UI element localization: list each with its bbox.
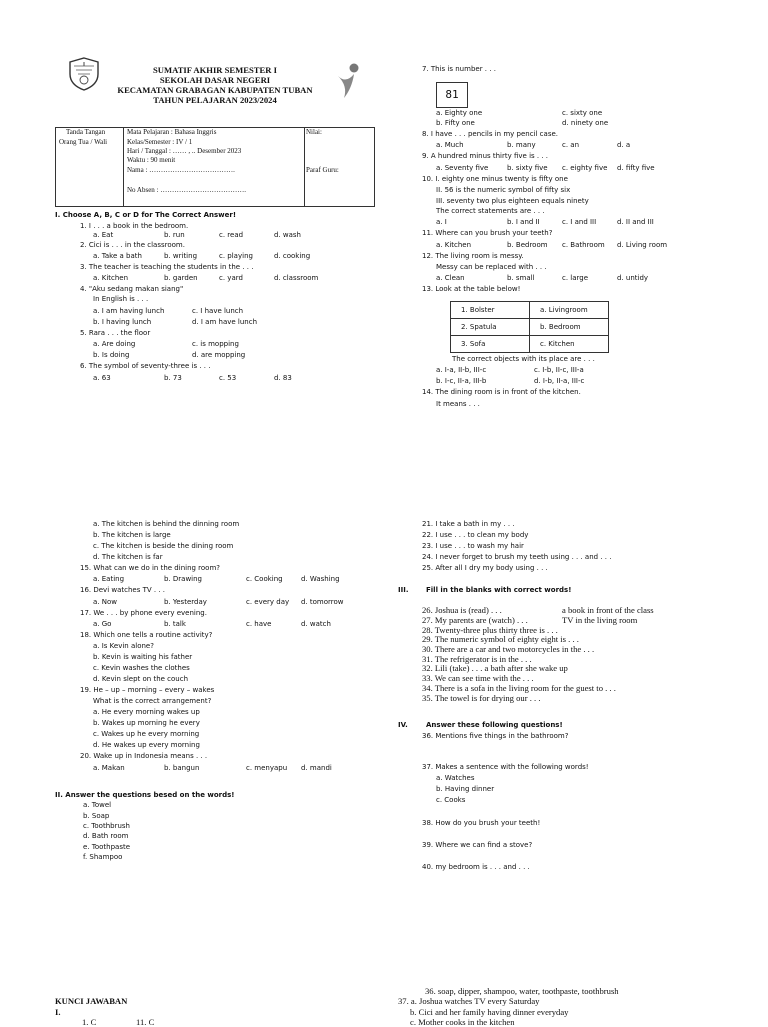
option: c. every day xyxy=(246,598,290,606)
question-1: 1. I . . . a book in the bedroom. xyxy=(80,222,189,230)
question-4: 4. "Aku sedang makan siang" xyxy=(80,285,184,293)
option: d. untidy xyxy=(617,274,649,282)
option: b. 73 xyxy=(164,374,182,382)
option: a. Eat xyxy=(93,231,114,239)
option: b. sixty five xyxy=(507,164,548,172)
option: d. a xyxy=(617,141,631,149)
option: d. He wakes up every morning xyxy=(93,741,200,749)
question-27: 27. My parents are (watch) . . . xyxy=(422,615,528,625)
option: c. Kevin washes the clothes xyxy=(93,664,190,672)
question-7: 7. This is number . . . xyxy=(422,65,496,73)
option: a. I-a, II-b, III-c xyxy=(436,366,487,374)
question-19-sub: What is the correct arrangement? xyxy=(93,697,212,705)
question-11: 11. Where can you brush your teeth? xyxy=(422,229,553,237)
option: c. Bathroom xyxy=(562,241,605,249)
word-item: b. Having dinner xyxy=(436,785,495,793)
option: d. I-b, II-a, III-c xyxy=(534,377,585,385)
header-line-3: KECAMATAN GRABAGAN KABUPATEN TUBAN xyxy=(117,85,313,95)
option: d. wash xyxy=(274,231,301,239)
option: d. Kevin slept on the couch xyxy=(93,675,189,683)
word-item: c. Toothbrush xyxy=(83,822,130,830)
option: b. Is doing xyxy=(93,351,130,359)
option: a. Is Kevin alone? xyxy=(93,642,154,650)
question-14-sub: It means . . . xyxy=(436,400,480,408)
word-item: a. Watches xyxy=(436,774,475,782)
option: b. Drawing xyxy=(164,575,203,583)
option: d. are mopping xyxy=(192,351,246,359)
option: c. read xyxy=(219,231,244,239)
absence-number-field: No Absen : ………………………………. xyxy=(127,186,246,194)
tut-wuri-logo-icon xyxy=(334,62,362,100)
question-26: 26. Joshua is (read) . . . xyxy=(422,605,502,615)
option: b. many xyxy=(507,141,536,149)
option: d. I am have lunch xyxy=(192,318,258,326)
option: a. Clean xyxy=(436,274,465,282)
option: a. Eighty one xyxy=(436,109,483,117)
question-12-sub: Messy can be replaced with . . . xyxy=(436,263,547,271)
answer-1: 1. C xyxy=(82,1017,97,1027)
option: a. Eating xyxy=(93,575,125,583)
option: b. talk xyxy=(164,620,186,628)
word-item: b. Soap xyxy=(83,812,110,820)
question-36: 36. Mentions five things in the bathroom? xyxy=(422,732,569,740)
option: d. cooking xyxy=(274,252,311,260)
word-item: c. Cooks xyxy=(436,796,466,804)
answer-37b: b. Cici and her family having dinner everyday xyxy=(410,1007,569,1017)
answer-11: 11. C xyxy=(136,1017,155,1027)
option: d. watch xyxy=(301,620,331,628)
table-cell: b. Bedroom xyxy=(530,319,609,336)
name-field: Nama : ………………………………. xyxy=(127,166,235,174)
question-33: 33. We can see time with the . . . xyxy=(422,673,534,683)
word-item: f. Shampoo xyxy=(83,853,123,861)
word-item: a. Towel xyxy=(83,801,112,809)
table-cell: 2. Spatula xyxy=(451,319,530,336)
option: c. an xyxy=(562,141,580,149)
question-35: 35. The towel is for drying our . . . xyxy=(422,693,541,703)
question-29: 29. The numeric symbol of eighty eight is . . . xyxy=(422,634,579,644)
question-37: 37. Makes a sentence with the following words! xyxy=(422,763,589,771)
word-item: e. Toothpaste xyxy=(83,843,131,851)
option: c. Cooking xyxy=(246,575,283,583)
question-17: 17. We . . . by phone every evening. xyxy=(80,609,207,617)
option: b. small xyxy=(507,274,535,282)
table-cell: c. Kitchen xyxy=(530,336,609,353)
option: a. Kitchen xyxy=(93,274,129,282)
option: c. large xyxy=(562,274,589,282)
question-22: 22. I use . . . to clean my body xyxy=(422,531,529,539)
section-4-number: IV. xyxy=(398,721,408,729)
option: c. menyapu xyxy=(246,764,288,772)
option: a. I am having lunch xyxy=(93,307,165,315)
option: b. Fifty one xyxy=(436,119,475,127)
option: c. eighty five xyxy=(562,164,608,172)
option: d. tomorrow xyxy=(301,598,344,606)
question-28: 28. Twenty-three plus thirty three is . . . xyxy=(422,625,558,635)
option: b. I-c, II-a, III-b xyxy=(436,377,487,385)
question-23: 23. I use . . . to wash my hair xyxy=(422,542,524,550)
header-line-4: TAHUN PELAJARAN 2023/2024 xyxy=(153,95,277,105)
option: a. Go xyxy=(93,620,112,628)
header-line-1: SUMATIF AKHIR SEMESTER I xyxy=(153,65,277,75)
option: a. He every morning wakes up xyxy=(93,708,200,716)
option: c. Wakes up he every morning xyxy=(93,730,200,738)
option: d. ninety one xyxy=(562,119,609,127)
option: b. I and II xyxy=(507,218,540,226)
option: d. II and III xyxy=(617,218,654,226)
date-field: Hari / Tanggal : …… , .. Desember 2023 xyxy=(127,147,242,155)
option: c. sixty one xyxy=(562,109,603,117)
school-emblem-icon xyxy=(66,56,102,92)
question-8: 8. I have . . . pencils in my pencil case. xyxy=(422,130,559,138)
section-2-title: II. Answer the questions besed on the words! xyxy=(55,791,235,799)
question-38: 38. How do you brush your teeth! xyxy=(422,819,541,827)
score-label: Nilai: xyxy=(306,128,322,136)
option: d. Living room xyxy=(617,241,668,249)
time-field: Waktu : 90 menit xyxy=(127,156,176,164)
option: b. run xyxy=(164,231,185,239)
question-20: 20. Wake up in Indonesia means . . . xyxy=(80,752,208,760)
option: c. I have lunch xyxy=(192,307,244,315)
option: a. Kitchen xyxy=(436,241,472,249)
question-19: 19. He – up – morning – every – wakes xyxy=(80,686,215,694)
option: c. playing xyxy=(219,252,253,260)
question-31: 31. The refrigerator is in the . . . xyxy=(422,654,532,664)
question-21: 21. I take a bath in my . . . xyxy=(422,520,515,528)
option: b. Yesterday xyxy=(164,598,207,606)
option: a. Much xyxy=(436,141,464,149)
word-item: d. Bath room xyxy=(83,832,129,840)
question-2: 2. Cici is . . . in the classroom. xyxy=(80,241,185,249)
option: a. Seventy five xyxy=(436,164,489,172)
section-4-title: Answer these following questions! xyxy=(426,721,563,729)
question-15: 15. What can we do in the dining room? xyxy=(80,564,220,572)
option: b. writing xyxy=(164,252,198,260)
option: d. 83 xyxy=(274,374,292,382)
option: c. have xyxy=(246,620,272,628)
question-18: 18. Which one tells a routine activity? xyxy=(80,631,213,639)
class-field: Kelas/Semester : IV / 1 xyxy=(127,138,193,146)
question-24: 24. I never forget to brush my teeth using . . . and . . . xyxy=(422,553,612,561)
option: c. I and III xyxy=(562,218,597,226)
option: a. Are doing xyxy=(93,340,136,348)
option: c. I-b, II-c, III-a xyxy=(534,366,584,374)
answer-37c: c. Mother cooks in the kitchen xyxy=(410,1017,515,1027)
statement: III. seventy two plus eighteen equals ninety xyxy=(436,197,589,205)
question-26-tail: a book in front of the class xyxy=(562,605,654,615)
option: b. Wakes up morning he every xyxy=(93,719,200,727)
table-cell: 1. Bolster xyxy=(451,302,530,319)
parent-signature-label-2: Orang Tua / Wali xyxy=(59,138,108,146)
answer-37a: 37. a. Joshua watches TV every Saturday xyxy=(398,996,540,1006)
question-12: 12. The living room is messy. xyxy=(422,252,524,260)
option: a. The kitchen is behind the dinning room xyxy=(93,520,240,528)
section-1-title: I. Choose A, B, C or D for The Correct Answer! xyxy=(55,211,237,219)
parent-signature-label: Tanda Tangan xyxy=(66,128,106,136)
option: b. The kitchen is large xyxy=(93,531,171,539)
option: a. 63 xyxy=(93,374,111,382)
option: c. 53 xyxy=(219,374,237,382)
question-30: 30. There are a car and two motorcycles in the . . . xyxy=(422,644,595,654)
option: a. I xyxy=(436,218,447,226)
table-cell: 3. Sofa xyxy=(451,336,530,353)
question-9: 9. A hundred minus thirty five is . . . xyxy=(422,152,549,160)
question-13-sub: The correct objects with its place are . . . xyxy=(452,355,595,363)
option: d. Washing xyxy=(301,575,340,583)
option: d. classroom xyxy=(274,274,319,282)
option: b. I having lunch xyxy=(93,318,152,326)
option: b. garden xyxy=(164,274,198,282)
question-27-tail: TV in the living room xyxy=(562,615,638,625)
question-32: 32. Lili (take) . . . a bath after she wake up xyxy=(422,663,568,673)
option: d. fifty five xyxy=(617,164,655,172)
question-40: 40. my bedroom is . . . and . . . xyxy=(422,863,530,871)
option: c. The kitchen is beside the dining room xyxy=(93,542,234,550)
question-10-sub: The correct statements are . . . xyxy=(436,207,545,215)
section-3-title: Fill in the blanks with correct words! xyxy=(426,586,572,594)
question-13: 13. Look at the table below! xyxy=(422,285,521,293)
question-25: 25. After all I dry my body using . . . xyxy=(422,564,548,572)
option: c. is mopping xyxy=(192,340,239,348)
teacher-signature-label: Paraf Guru: xyxy=(306,166,339,174)
matching-table xyxy=(450,301,609,353)
question-39: 39. Where we can find a stove? xyxy=(422,841,533,849)
subject-field: Mata Pelajaran : Bahasa Inggris xyxy=(127,128,217,136)
question-3: 3. The teacher is teaching the students in the . . . xyxy=(80,263,254,271)
question-6: 6. The symbol of seventy-three is . . . xyxy=(80,362,211,370)
option: d. mandi xyxy=(301,764,332,772)
question-4-sub: In English is . . . xyxy=(93,295,149,303)
option: c. yard xyxy=(219,274,243,282)
option: b. bangun xyxy=(164,764,200,772)
question-34: 34. There is a sofa in the living room for the guest to . . . xyxy=(422,683,616,693)
section-3-number: III. xyxy=(398,586,409,594)
option: a. Makan xyxy=(93,764,125,772)
answer-36: 36. soap, dipper, shampoo, water, toothpaste, toothbrush xyxy=(425,986,619,996)
option: a. Take a bath xyxy=(93,252,142,260)
answer-key-section: I. xyxy=(55,1007,61,1017)
option: b. Kevin is waiting his father xyxy=(93,653,193,661)
question-16: 16. Devi watches TV . . . xyxy=(80,586,166,594)
question-5: 5. Rara . . . the floor xyxy=(80,329,151,337)
table-cell: a. Livingroom xyxy=(530,302,609,319)
statement: II. 56 is the numeric symbol of fifty six xyxy=(436,186,571,194)
answer-key-title: KUNCI JAWABAN xyxy=(55,996,128,1006)
option: d. The kitchen is far xyxy=(93,553,163,561)
header-line-2: SEKOLAH DASAR NEGERI xyxy=(159,75,271,85)
option: b. Bedroom xyxy=(507,241,548,249)
number-box: 81 xyxy=(436,82,468,108)
question-14: 14. The dining room is in front of the kitchen. xyxy=(422,388,581,396)
option: a. Now xyxy=(93,598,117,606)
question-10: 10. I. eighty one minus twenty is fifty one xyxy=(422,175,568,183)
